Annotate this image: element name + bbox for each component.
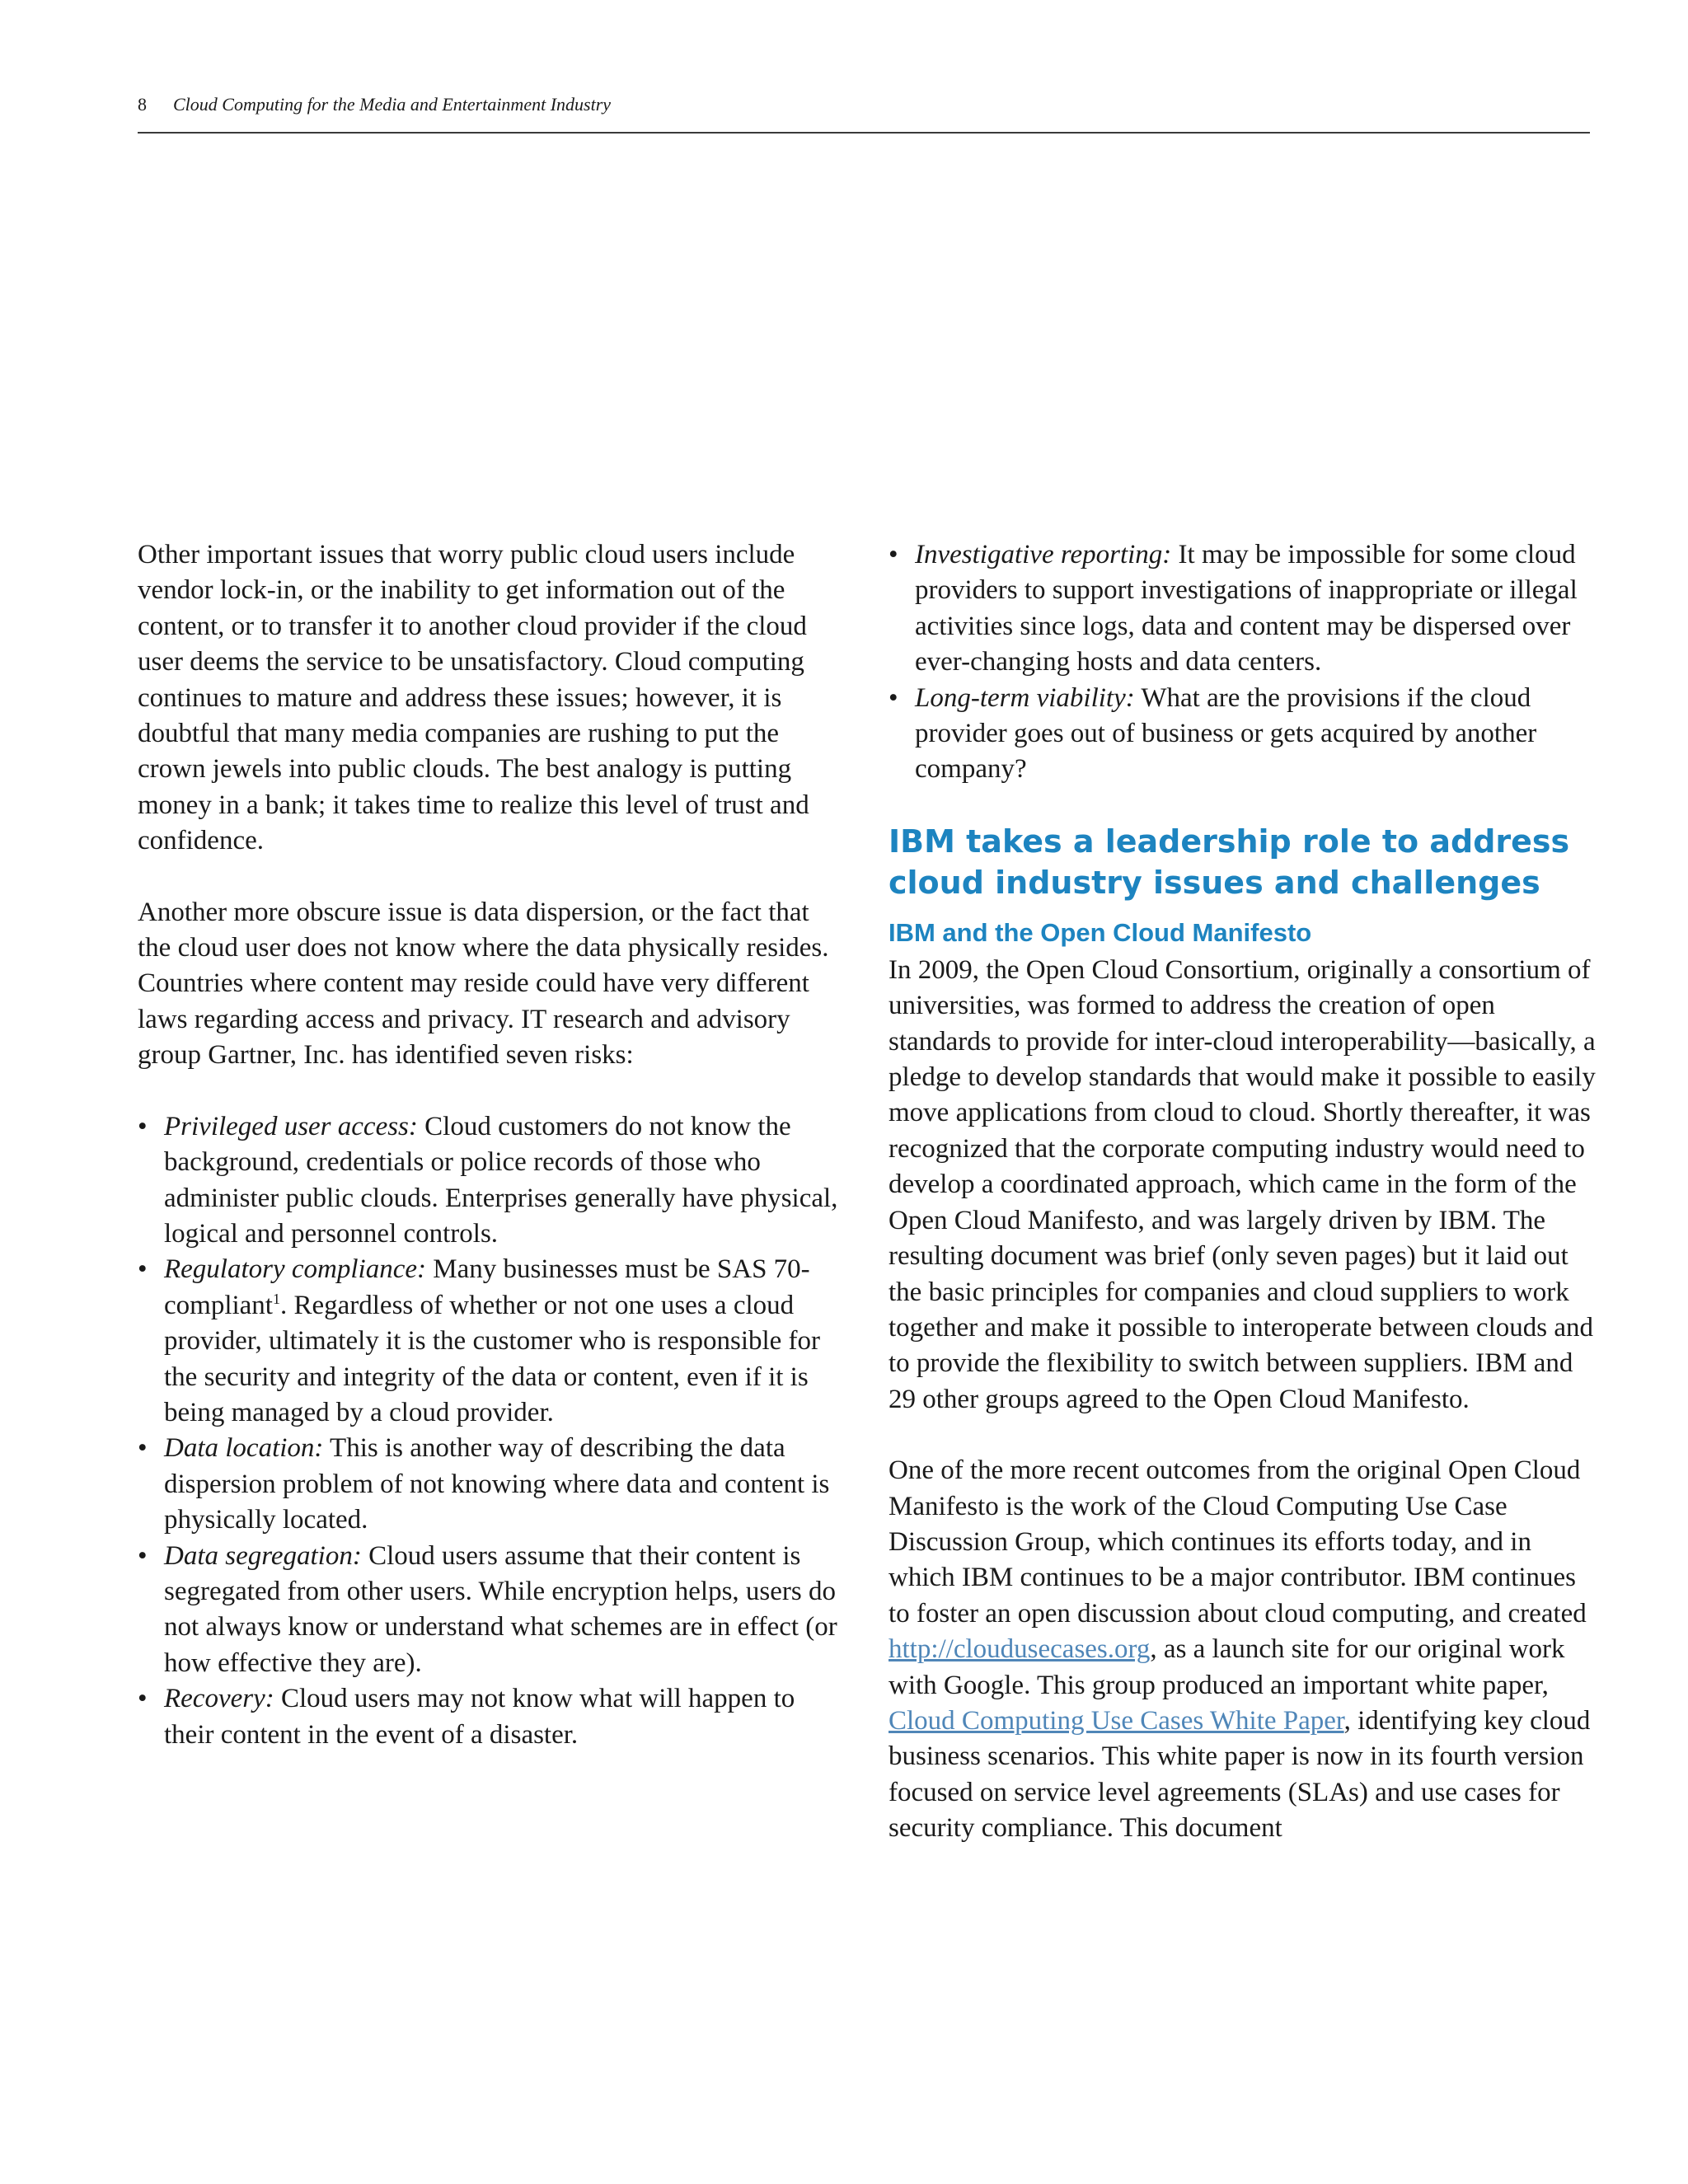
list-item	[138, 1109, 846, 1253]
list-item	[889, 681, 1597, 788]
risk-text: What are the provisions if the cloud provider goes out of business or gets acquired by another company?	[915, 682, 1537, 785]
left-column	[138, 537, 846, 1753]
list-item	[889, 537, 1597, 681]
risk-term: Long-term viability:	[915, 682, 1135, 713]
cloudusecases-link[interactable]: http://cloudusecases.org	[889, 1634, 1151, 1665]
bullet-icon: •	[138, 1433, 148, 1464]
paragraph-text: One of the more recent outcomes from the original Open Cloud Manifesto is the work of the Cloud Computing Use Case Discussion Group, which continues its efforts today, and in which IBM continues to be a major contributor. IBM continues to foster an open discussion about cloud computing, and created	[889, 1455, 1587, 1629]
white-paper-link[interactable]: Cloud Computing Use Cases White Paper	[889, 1705, 1344, 1736]
risk-text: Cloud users may not know what will happen to their content in the event of a disaster.	[164, 1684, 795, 1750]
bullet-icon: •	[138, 1540, 148, 1571]
running-title: Cloud Computing for the Media and Entertainment Industry	[173, 94, 612, 115]
risk-term: Data location:	[164, 1433, 324, 1464]
list-item	[138, 1252, 846, 1431]
list-item	[138, 1681, 846, 1753]
risk-text: This is another way of describing the data dispersion problem of not knowing where data and content is physically located.	[164, 1433, 830, 1535]
risk-list-continued	[889, 537, 1597, 788]
risk-text: Many businesses must be SAS 70-compliant	[164, 1254, 810, 1320]
section-heading: IBM takes a leadership role to address cloud industry issues and challenges	[889, 823, 1570, 901]
risk-term: Recovery:	[164, 1684, 274, 1714]
paragraph-text: , as a launch site for our original work with Google. This group produced an important white paper,	[889, 1634, 1565, 1700]
footnote-marker[interactable]: 1	[272, 1290, 280, 1307]
risk-list	[138, 1109, 846, 1753]
bullet-icon: •	[138, 1684, 148, 1714]
page-number: 8	[138, 94, 147, 115]
risk-text: It may be impossible for some cloud providers to support investigations of inappropriate or illegal activities since logs, data and content may be dispersed over ever-changing hosts and data centers.	[915, 540, 1578, 677]
paragraph-data-dispersion: Another more obscure issue is data dispersion, or the fact that the cloud user does not know where the data physically resides. Countries where content may reside could have very different laws regarding access and privacy. IT research and advisory group Gartner, Inc. has identified seven risks:	[138, 897, 829, 1071]
risk-text: Cloud users assume that their content is segregated from other users. While encryption helps, users do not always know or understand what schemes are in effect (or how effective they are).	[164, 1540, 837, 1678]
bullet-icon: •	[889, 540, 898, 569]
risk-text: Cloud customers do not know the background, credentials or police records of those who administer public clouds. Enterprises generally have physical, logical and personnel controls.	[164, 1111, 838, 1249]
risk-term: Investigative reporting:	[915, 540, 1172, 569]
bullet-icon: •	[138, 1111, 148, 1141]
running-header	[138, 92, 1590, 134]
subsection-heading: IBM and the Open Cloud Manifesto	[889, 917, 1312, 947]
right-column	[889, 537, 1597, 1847]
bullet-icon: •	[138, 1254, 148, 1285]
risk-term: Data segregation:	[164, 1540, 362, 1571]
paragraph-use-cases	[889, 1453, 1597, 1846]
list-item	[138, 1431, 846, 1538]
risk-term: Privileged user access:	[164, 1111, 418, 1141]
paragraph-text: , identifying key cloud business scenarios. This white paper is now in its fourth version focused on service level agreements (SLAs) and use cases for security compliance. This document	[889, 1705, 1591, 1844]
risk-term: Regulatory compliance:	[164, 1254, 426, 1285]
paragraph-vendor-lock-in: Other important issues that worry public cloud users include vendor lock-in, or the inability to get information out of the content, or to transfer it to another cloud provider if the cloud user deems the service to be unsatisfactory. Cloud computing continues to mature and address these issues; however, it is doubtful that many media companies are rushing to put the crown jewels into public clouds. The best analogy is putting money in a bank; it takes time to realize this level of trust and confidence.	[138, 540, 809, 856]
list-item	[138, 1539, 846, 1682]
bullet-icon: •	[889, 682, 898, 713]
paragraph-open-cloud-manifesto: In 2009, the Open Cloud Consortium, originally a consortium of universities, was formed to address the creation of open standards to provide for inter-cloud interoperability—basically, a pledge to develop standards that would make it possible to easily move applications from cloud to cloud. Shortly thereafter, it was recognized that the corporate computing industry would need to develop a coordinated approach, which came in the form of the Open Cloud Manifesto, and was largely driven by IBM. The resulting document was brief (only seven pages) but it laid out the basic principles for companies and cloud suppliers to work together and make it possible to interoperate between clouds and to provide the flexibility to switch between suppliers. IBM and 29 other groups agreed to the Open Cloud Manifesto.	[889, 954, 1596, 1414]
risk-text-continued: . Regardless of whether or not one uses a cloud provider, ultimately it is the customer who is responsible for the security and integrity of the data or content, even if it is being managed by a cloud provider.	[164, 1290, 821, 1427]
